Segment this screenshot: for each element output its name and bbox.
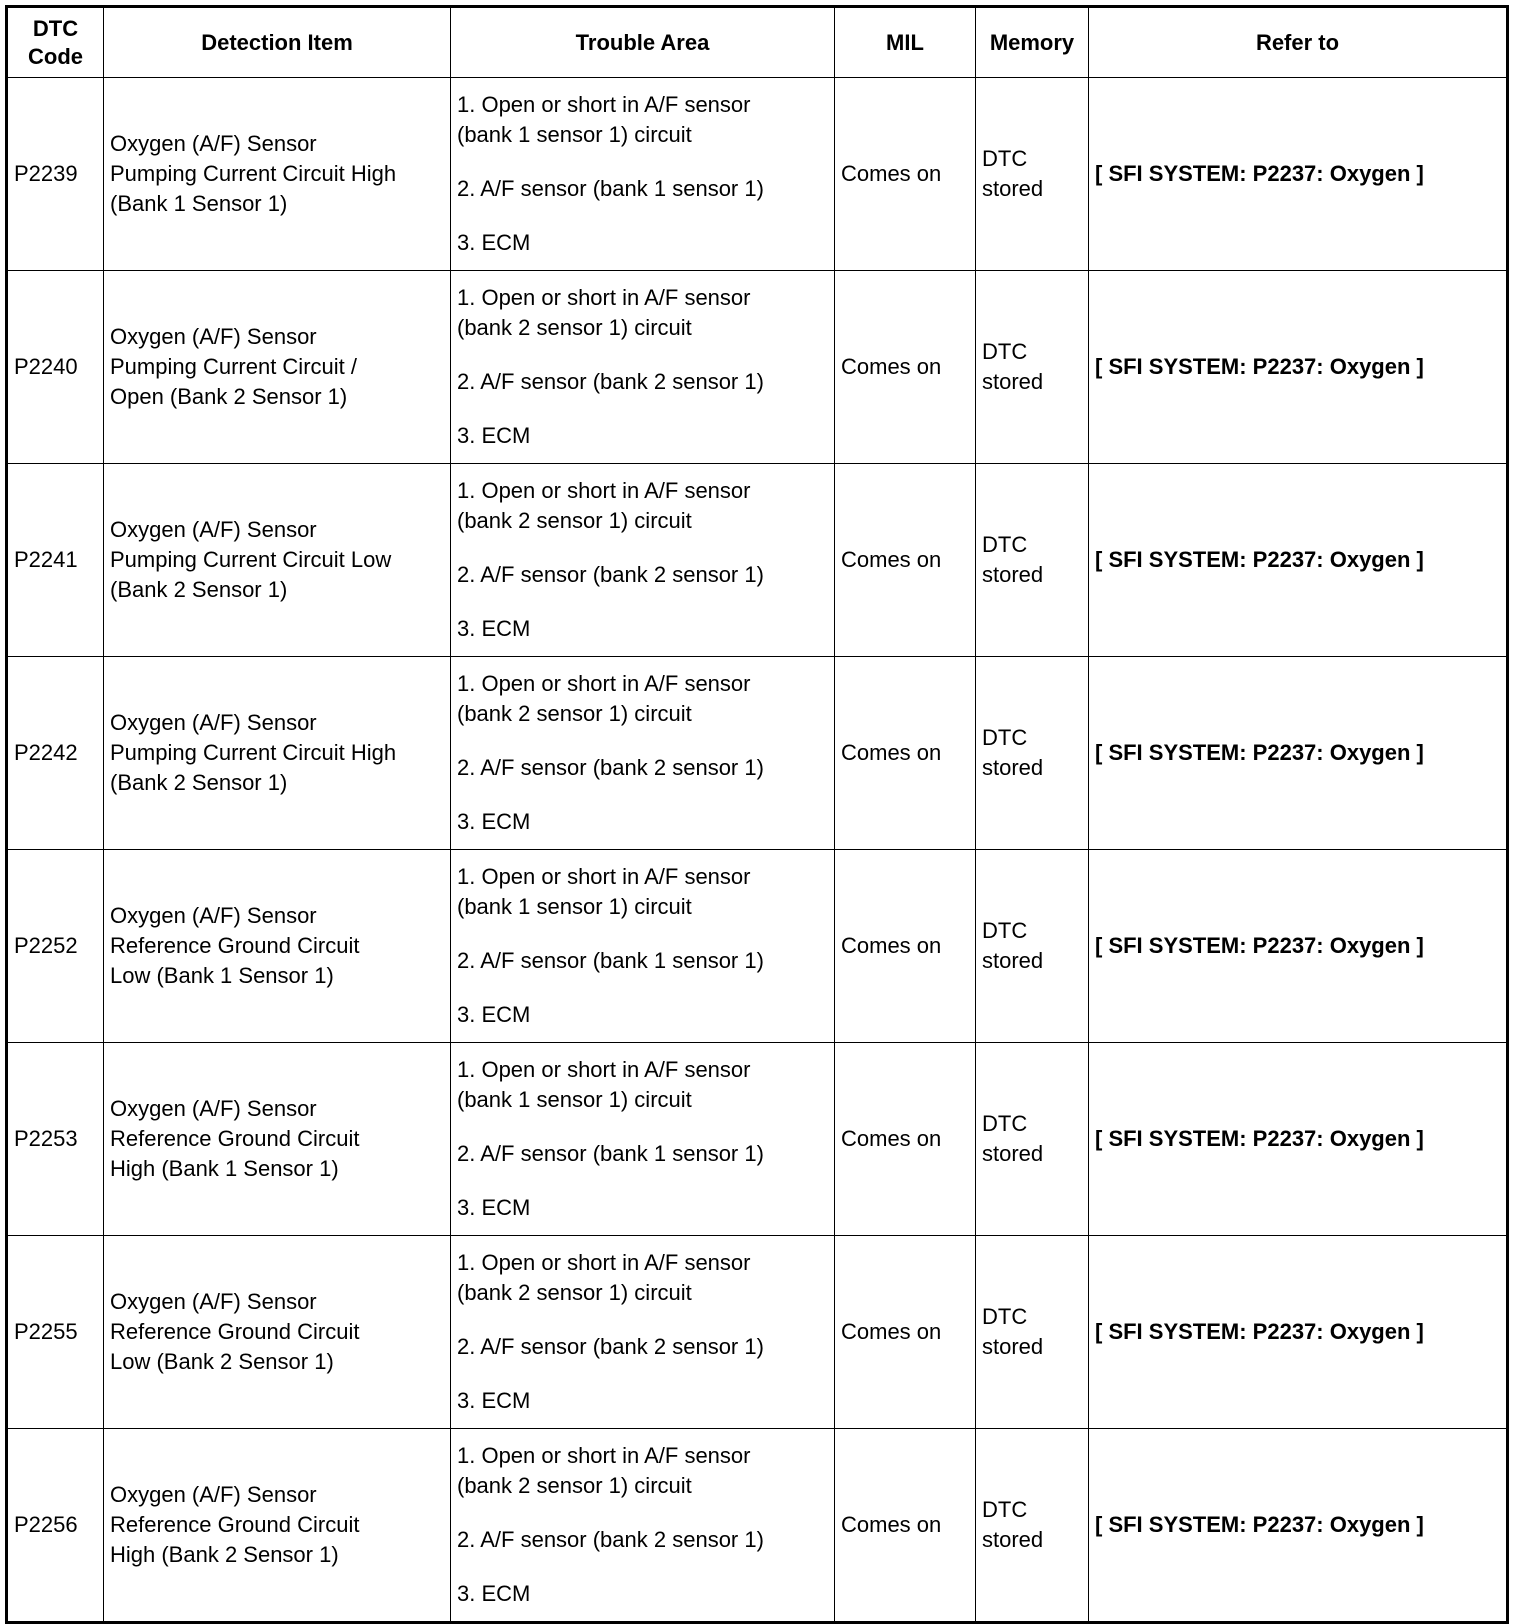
trouble-area-line: 1. Open or short in A/F sensor [457, 1250, 751, 1275]
table-row [7, 271, 1508, 464]
detection-item-cell [104, 464, 451, 657]
dtc-code-cell: P2252 [7, 850, 104, 1043]
trouble-area-line: 2. A/F sensor (bank 1 sensor 1) [457, 1141, 764, 1166]
header-dtc-code-line1: DTC [32, 15, 79, 41]
detection-item-cell [104, 657, 451, 850]
memory-line: stored [982, 948, 1044, 973]
trouble-area-line: (bank 2 sensor 1) circuit [457, 315, 692, 340]
refer-to-link[interactable]: [ SFI SYSTEM: P2237: Oxygen ] [1089, 78, 1508, 271]
header-mil: MIL [835, 7, 976, 78]
dtc-code-cell: P2242 [7, 657, 104, 850]
trouble-area-line: 1. Open or short in A/F sensor [457, 92, 751, 117]
memory-line: stored [982, 1527, 1044, 1552]
trouble-area-line: 2. A/F sensor (bank 2 sensor 1) [457, 1334, 764, 1359]
trouble-area-line: 2. A/F sensor (bank 2 sensor 1) [457, 369, 764, 394]
detection-item-line: (Bank 2 Sensor 1) [110, 577, 288, 602]
trouble-area-line: 1. Open or short in A/F sensor [457, 478, 751, 503]
mil-cell: Comes on [835, 271, 976, 464]
memory-cell [976, 1429, 1089, 1623]
trouble-area-line: 1. Open or short in A/F sensor [457, 1057, 751, 1082]
trouble-area-line: 2. A/F sensor (bank 2 sensor 1) [457, 755, 764, 780]
mil-cell: Comes on [835, 657, 976, 850]
detection-item-line: Oxygen (A/F) Sensor [110, 710, 317, 735]
trouble-area-cell [451, 1236, 835, 1429]
trouble-area-line: 2. A/F sensor (bank 1 sensor 1) [457, 176, 764, 201]
trouble-area-cell [451, 78, 835, 271]
trouble-area-line: 1. Open or short in A/F sensor [457, 285, 751, 310]
trouble-area-line: 3. ECM [457, 423, 531, 448]
refer-to-link[interactable]: [ SFI SYSTEM: P2237: Oxygen ] [1089, 1043, 1508, 1236]
memory-line: DTC [982, 532, 1028, 557]
dtc-code-cell: P2256 [7, 1429, 104, 1623]
trouble-area-line: 2. A/F sensor (bank 2 sensor 1) [457, 562, 764, 587]
detection-item-line: Open (Bank 2 Sensor 1) [110, 384, 348, 409]
trouble-area-line: 2. A/F sensor (bank 1 sensor 1) [457, 948, 764, 973]
trouble-area-line: (bank 1 sensor 1) circuit [457, 1087, 692, 1112]
detection-item-line: Low (Bank 2 Sensor 1) [110, 1349, 334, 1374]
refer-to-link[interactable]: [ SFI SYSTEM: P2237: Oxygen ] [1089, 271, 1508, 464]
memory-line: DTC [982, 339, 1028, 364]
table-header [7, 7, 1508, 78]
detection-item-line: Pumping Current Circuit / [110, 354, 357, 379]
trouble-area-line: 1. Open or short in A/F sensor [457, 1443, 751, 1468]
detection-item-cell [104, 850, 451, 1043]
dtc-code-cell: P2241 [7, 464, 104, 657]
memory-line: stored [982, 369, 1044, 394]
detection-item-cell [104, 1043, 451, 1236]
header-detection-item: Detection Item [104, 7, 451, 78]
memory-line: stored [982, 1334, 1044, 1359]
header-dtc-code-line2: Code [28, 43, 83, 69]
mil-cell: Comes on [835, 850, 976, 1043]
memory-line: stored [982, 176, 1044, 201]
memory-line: DTC [982, 725, 1028, 750]
table-row [7, 1043, 1508, 1236]
mil-cell: Comes on [835, 1236, 976, 1429]
mil-cell: Comes on [835, 1043, 976, 1236]
detection-item-cell [104, 78, 451, 271]
trouble-area-line: 3. ECM [457, 1002, 531, 1027]
detection-item-line: (Bank 2 Sensor 1) [110, 770, 288, 795]
trouble-area-cell [451, 464, 835, 657]
trouble-area-line: 1. Open or short in A/F sensor [457, 671, 751, 696]
trouble-area-cell [451, 850, 835, 1043]
detection-item-line: (Bank 1 Sensor 1) [110, 191, 288, 216]
memory-line: stored [982, 1141, 1044, 1166]
trouble-area-cell [451, 657, 835, 850]
detection-item-line: Oxygen (A/F) Sensor [110, 324, 317, 349]
memory-line: DTC [982, 1497, 1028, 1522]
trouble-area-line: (bank 2 sensor 1) circuit [457, 508, 692, 533]
memory-cell [976, 1043, 1089, 1236]
memory-cell [976, 78, 1089, 271]
dtc-code-cell: P2253 [7, 1043, 104, 1236]
trouble-area-line: 1. Open or short in A/F sensor [457, 864, 751, 889]
table-row [7, 850, 1508, 1043]
mil-cell: Comes on [835, 1429, 976, 1623]
memory-cell [976, 271, 1089, 464]
trouble-area-line: 3. ECM [457, 809, 531, 834]
memory-line: stored [982, 755, 1044, 780]
detection-item-line: Oxygen (A/F) Sensor [110, 1482, 317, 1507]
mil-cell: Comes on [835, 78, 976, 271]
refer-to-link[interactable]: [ SFI SYSTEM: P2237: Oxygen ] [1089, 1429, 1508, 1623]
dtc-code-cell: P2240 [7, 271, 104, 464]
memory-cell [976, 850, 1089, 1043]
detection-item-line: Reference Ground Circuit [110, 1319, 360, 1344]
mil-cell: Comes on [835, 464, 976, 657]
trouble-area-line: (bank 1 sensor 1) circuit [457, 894, 692, 919]
memory-line: DTC [982, 918, 1028, 943]
trouble-area-line: 3. ECM [457, 1195, 531, 1220]
trouble-area-line: 3. ECM [457, 1581, 531, 1606]
trouble-area-line: (bank 1 sensor 1) circuit [457, 122, 692, 147]
detection-item-line: Pumping Current Circuit High [110, 740, 397, 765]
header-trouble-area: Trouble Area [451, 7, 835, 78]
table-row [7, 657, 1508, 850]
detection-item-line: Reference Ground Circuit [110, 933, 360, 958]
detection-item-line: Reference Ground Circuit [110, 1512, 360, 1537]
detection-item-cell [104, 271, 451, 464]
dtc-code-cell: P2239 [7, 78, 104, 271]
dtc-table [5, 5, 1509, 1624]
trouble-area-line: 3. ECM [457, 1388, 531, 1413]
detection-item-line: High (Bank 1 Sensor 1) [110, 1156, 339, 1181]
trouble-area-line: 3. ECM [457, 616, 531, 641]
header-memory: Memory [976, 7, 1089, 78]
detection-item-line: Oxygen (A/F) Sensor [110, 1096, 317, 1121]
header-row [7, 7, 1508, 78]
table-row [7, 1429, 1508, 1623]
trouble-area-cell [451, 1043, 835, 1236]
detection-item-line: Pumping Current Circuit Low [110, 547, 392, 572]
detection-item-line: Oxygen (A/F) Sensor [110, 1289, 317, 1314]
detection-item-line: Oxygen (A/F) Sensor [110, 131, 317, 156]
trouble-area-line: 2. A/F sensor (bank 2 sensor 1) [457, 1527, 764, 1552]
table-row [7, 1236, 1508, 1429]
header-refer-to: Refer to [1089, 7, 1508, 78]
memory-line: stored [982, 562, 1044, 587]
trouble-area-line: (bank 2 sensor 1) circuit [457, 701, 692, 726]
dtc-code-cell: P2255 [7, 1236, 104, 1429]
detection-item-line: Reference Ground Circuit [110, 1126, 360, 1151]
refer-to-link[interactable]: [ SFI SYSTEM: P2237: Oxygen ] [1089, 657, 1508, 850]
table-row [7, 78, 1508, 271]
memory-cell [976, 1236, 1089, 1429]
memory-cell [976, 657, 1089, 850]
table-row [7, 464, 1508, 657]
trouble-area-line: (bank 2 sensor 1) circuit [457, 1473, 692, 1498]
table-body [7, 78, 1508, 1623]
memory-line: DTC [982, 1304, 1028, 1329]
detection-item-cell [104, 1429, 451, 1623]
trouble-area-line: (bank 2 sensor 1) circuit [457, 1280, 692, 1305]
detection-item-line: Oxygen (A/F) Sensor [110, 903, 317, 928]
refer-to-link[interactable]: [ SFI SYSTEM: P2237: Oxygen ] [1089, 1236, 1508, 1429]
trouble-area-cell [451, 1429, 835, 1623]
detection-item-line: Low (Bank 1 Sensor 1) [110, 963, 334, 988]
trouble-area-line: 3. ECM [457, 230, 531, 255]
detection-item-cell [104, 1236, 451, 1429]
detection-item-line: High (Bank 2 Sensor 1) [110, 1542, 339, 1567]
memory-line: DTC [982, 146, 1028, 171]
trouble-area-cell [451, 271, 835, 464]
refer-to-link[interactable]: [ SFI SYSTEM: P2237: Oxygen ] [1089, 850, 1508, 1043]
memory-cell [976, 464, 1089, 657]
detection-item-line: Oxygen (A/F) Sensor [110, 517, 317, 542]
header-dtc-code [7, 7, 104, 78]
memory-line: DTC [982, 1111, 1028, 1136]
detection-item-line: Pumping Current Circuit High [110, 161, 397, 186]
refer-to-link[interactable]: [ SFI SYSTEM: P2237: Oxygen ] [1089, 464, 1508, 657]
